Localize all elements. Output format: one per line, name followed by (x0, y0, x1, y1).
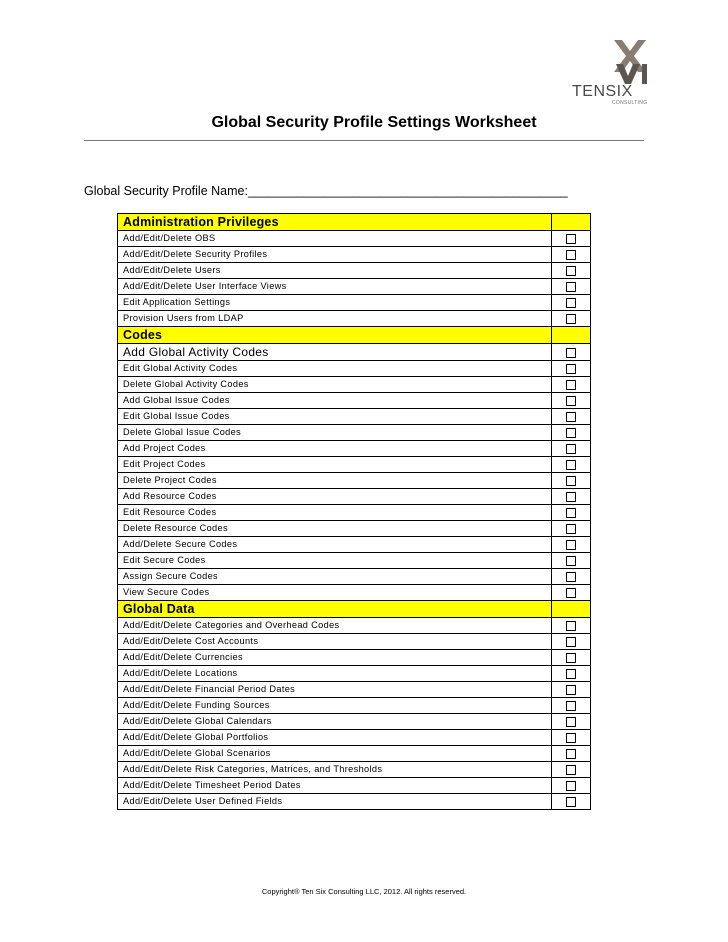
checkbox[interactable] (566, 282, 576, 292)
checkbox-cell (552, 279, 591, 295)
table-row (118, 457, 591, 473)
logo-subtext: CONSULTING (612, 100, 648, 106)
settings-table (117, 213, 591, 810)
table-row (118, 247, 591, 263)
setting-label: Add/Delete Secure Codes (118, 537, 552, 553)
setting-label: Add/Edit/Delete Financial Period Dates (118, 682, 552, 698)
setting-label: Edit Resource Codes (118, 505, 552, 521)
checkbox[interactable] (566, 348, 576, 358)
table-row (118, 505, 591, 521)
setting-label: Add/Edit/Delete Timesheet Period Dates (118, 778, 552, 794)
checkbox-cell (552, 778, 591, 794)
checkbox-cell (552, 311, 591, 327)
setting-label: Add/Edit/Delete User Interface Views (118, 279, 552, 295)
checkbox[interactable] (566, 669, 576, 679)
table-row (118, 361, 591, 377)
checkbox[interactable] (566, 444, 576, 454)
checkbox[interactable] (566, 653, 576, 663)
table-row (118, 231, 591, 247)
section-title: Administration Privileges (118, 214, 552, 231)
checkbox-cell (552, 263, 591, 279)
checkbox[interactable] (566, 781, 576, 791)
checkbox[interactable] (566, 524, 576, 534)
table-row (118, 295, 591, 311)
table-row (118, 425, 591, 441)
checkbox-cell (552, 682, 591, 698)
setting-label: Delete Global Activity Codes (118, 377, 552, 393)
checkbox[interactable] (566, 556, 576, 566)
checkbox[interactable] (566, 572, 576, 582)
setting-label: View Secure Codes (118, 585, 552, 601)
table-row (118, 698, 591, 714)
checkbox[interactable] (566, 380, 576, 390)
checkbox[interactable] (566, 250, 576, 260)
table-row (118, 794, 591, 810)
setting-label: Edit Project Codes (118, 457, 552, 473)
table-row (118, 666, 591, 682)
setting-label: Delete Resource Codes (118, 521, 552, 537)
checkbox-cell (552, 361, 591, 377)
checkbox-cell (552, 569, 591, 585)
table-row (118, 762, 591, 778)
checkbox[interactable] (566, 412, 576, 422)
setting-label: Add Project Codes (118, 441, 552, 457)
checkbox[interactable] (566, 733, 576, 743)
table-row (118, 521, 591, 537)
checkbox-cell (552, 634, 591, 650)
checkbox-cell (552, 231, 591, 247)
table-row (118, 311, 591, 327)
section-header-spacer (552, 327, 591, 344)
table-row (118, 585, 591, 601)
checkbox-cell (552, 521, 591, 537)
checkbox-cell (552, 618, 591, 634)
checkbox-cell (552, 247, 591, 263)
table-row (118, 553, 591, 569)
checkbox[interactable] (566, 492, 576, 502)
checkbox-cell (552, 409, 591, 425)
table-row (118, 746, 591, 762)
checkbox[interactable] (566, 797, 576, 807)
checkbox[interactable] (566, 588, 576, 598)
table-row (118, 537, 591, 553)
table-row (118, 569, 591, 585)
checkbox-cell (552, 473, 591, 489)
checkbox[interactable] (566, 298, 576, 308)
page-title: Global Security Profile Settings Worksheet (211, 114, 537, 131)
checkbox[interactable] (566, 460, 576, 470)
xvi-logo-icon (570, 40, 648, 85)
setting-label: Add/Edit/Delete Locations (118, 666, 552, 682)
setting-label: Edit Application Settings (118, 295, 552, 311)
section-header (118, 327, 591, 344)
checkbox-cell (552, 377, 591, 393)
checkbox-cell (552, 441, 591, 457)
checkbox-cell (552, 730, 591, 746)
table-row (118, 409, 591, 425)
checkbox[interactable] (566, 476, 576, 486)
setting-label: Add Global Issue Codes (118, 393, 552, 409)
setting-label: Delete Global Issue Codes (118, 425, 552, 441)
checkbox[interactable] (566, 234, 576, 244)
section-header-spacer (552, 214, 591, 231)
checkbox[interactable] (566, 508, 576, 518)
checkbox[interactable] (566, 765, 576, 775)
checkbox[interactable] (566, 396, 576, 406)
checkbox[interactable] (566, 314, 576, 324)
checkbox-cell (552, 666, 591, 682)
table-row (118, 650, 591, 666)
checkbox-cell (552, 344, 591, 361)
title-divider (84, 140, 644, 141)
table-row (118, 778, 591, 794)
setting-label: Add/Edit/Delete Funding Sources (118, 698, 552, 714)
checkbox[interactable] (566, 540, 576, 550)
setting-label: Add/Edit/Delete Global Portfolios (118, 730, 552, 746)
table-row (118, 634, 591, 650)
setting-label: Add/Edit/Delete Global Scenarios (118, 746, 552, 762)
checkbox-cell (552, 505, 591, 521)
setting-label: Add Global Activity Codes (118, 344, 552, 361)
setting-label: Provision Users from LDAP (118, 311, 552, 327)
setting-label: Assign Secure Codes (118, 569, 552, 585)
copyright-footer: Copyright® Ten Six Consulting LLC, 2012. All rights reserved. (261, 887, 467, 896)
checkbox[interactable] (566, 637, 576, 647)
checkbox-cell (552, 585, 591, 601)
profile-name-field[interactable]: Global Security Profile Name:______________________________________________ (84, 184, 568, 198)
section-title: Codes (118, 327, 552, 344)
table-row (118, 263, 591, 279)
setting-label: Add/Edit/Delete OBS (118, 231, 552, 247)
setting-label: Edit Global Issue Codes (118, 409, 552, 425)
checkbox[interactable] (566, 717, 576, 727)
checkbox-cell (552, 489, 591, 505)
setting-label: Add/Edit/Delete Currencies (118, 650, 552, 666)
section-title: Global Data (118, 601, 552, 618)
checkbox[interactable] (566, 364, 576, 374)
setting-label: Add/Edit/Delete Risk Categories, Matrices, and Thresholds (118, 762, 552, 778)
checkbox-cell (552, 537, 591, 553)
section-header (118, 601, 591, 618)
checkbox[interactable] (566, 621, 576, 631)
checkbox-cell (552, 295, 591, 311)
table-row (118, 714, 591, 730)
table-row (118, 279, 591, 295)
checkbox[interactable] (566, 428, 576, 438)
setting-label: Add/Edit/Delete Security Profiles (118, 247, 552, 263)
checkbox-cell (552, 393, 591, 409)
table-row (118, 618, 591, 634)
checkbox-cell (552, 425, 591, 441)
setting-label: Add/Edit/Delete User Defined Fields (118, 794, 552, 810)
table-row (118, 730, 591, 746)
setting-label: Edit Global Activity Codes (118, 361, 552, 377)
table-row (118, 489, 591, 505)
table-row (118, 473, 591, 489)
section-header-spacer (552, 601, 591, 618)
setting-label: Delete Project Codes (118, 473, 552, 489)
table-row (118, 441, 591, 457)
checkbox[interactable] (566, 685, 576, 695)
checkbox[interactable] (566, 701, 576, 711)
setting-label: Add/Edit/Delete Categories and Overhead Codes (118, 618, 552, 634)
setting-label: Add/Edit/Delete Cost Accounts (118, 634, 552, 650)
setting-label: Add/Edit/Delete Global Calendars (118, 714, 552, 730)
table-row (118, 682, 591, 698)
checkbox-cell (552, 762, 591, 778)
setting-label: Edit Secure Codes (118, 553, 552, 569)
checkbox-cell (552, 714, 591, 730)
checkbox[interactable] (566, 749, 576, 759)
table-row (118, 377, 591, 393)
section-header (118, 214, 591, 231)
checkbox-cell (552, 553, 591, 569)
setting-label: Add Resource Codes (118, 489, 552, 505)
logo-text: TENSIX (572, 83, 633, 100)
table-row (118, 393, 591, 409)
checkbox-cell (552, 746, 591, 762)
checkbox-cell (552, 650, 591, 666)
table-row (118, 344, 591, 361)
checkbox[interactable] (566, 266, 576, 276)
checkbox-cell (552, 794, 591, 810)
setting-label: Add/Edit/Delete Users (118, 263, 552, 279)
checkbox-cell (552, 698, 591, 714)
checkbox-cell (552, 457, 591, 473)
